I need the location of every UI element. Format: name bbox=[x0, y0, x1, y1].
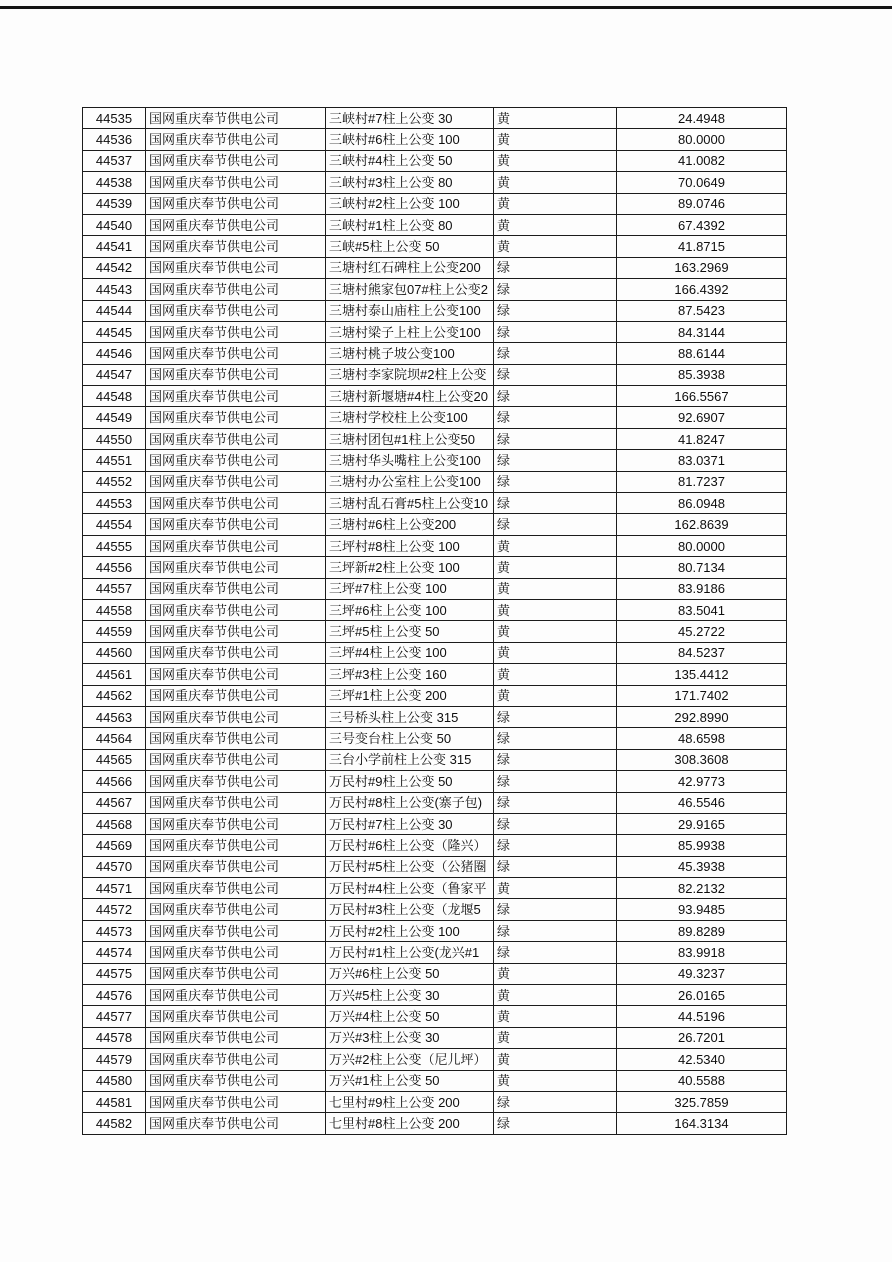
table-row bbox=[83, 1049, 787, 1070]
description-cell: 三峡村#2柱上公变 100 bbox=[326, 193, 494, 214]
value-cell: 325.7859 bbox=[617, 1091, 787, 1112]
row-id-cell: 44557 bbox=[83, 578, 146, 599]
description-cell: 万兴#3柱上公变 30 bbox=[326, 1027, 494, 1048]
company-cell: 国网重庆奉节供电公司 bbox=[146, 471, 326, 492]
table-row bbox=[83, 899, 787, 920]
company-cell: 国网重庆奉节供电公司 bbox=[146, 835, 326, 856]
description-cell: 万民村#6柱上公变（隆兴） bbox=[326, 835, 494, 856]
status-cell: 黄 bbox=[494, 214, 617, 235]
status-cell: 黄 bbox=[494, 535, 617, 556]
description-cell: 万民村#8柱上公变(寨子包) bbox=[326, 792, 494, 813]
company-cell: 国网重庆奉节供电公司 bbox=[146, 728, 326, 749]
value-cell: 80.0000 bbox=[617, 535, 787, 556]
status-cell: 绿 bbox=[494, 279, 617, 300]
company-cell: 国网重庆奉节供电公司 bbox=[146, 1049, 326, 1070]
row-id-cell: 44562 bbox=[83, 685, 146, 706]
table-row bbox=[83, 300, 787, 321]
description-cell: 三峡村#6柱上公变 100 bbox=[326, 129, 494, 150]
description-cell: 七里村#8柱上公变 200 bbox=[326, 1113, 494, 1134]
value-cell: 81.7237 bbox=[617, 471, 787, 492]
table-row bbox=[83, 1091, 787, 1112]
table-row bbox=[83, 172, 787, 193]
description-cell: 万兴#4柱上公变 50 bbox=[326, 1006, 494, 1027]
table-row bbox=[83, 856, 787, 877]
value-cell: 80.0000 bbox=[617, 129, 787, 150]
table-row bbox=[83, 920, 787, 941]
status-cell: 黄 bbox=[494, 236, 617, 257]
status-cell: 黄 bbox=[494, 685, 617, 706]
row-id-cell: 44577 bbox=[83, 1006, 146, 1027]
status-cell: 绿 bbox=[494, 343, 617, 364]
status-cell: 黄 bbox=[494, 150, 617, 171]
description-cell: 三塘村红石碑柱上公变200 bbox=[326, 257, 494, 278]
status-cell: 黄 bbox=[494, 642, 617, 663]
description-cell: 三塘村梁子上柱上公变100 bbox=[326, 321, 494, 342]
value-cell: 88.6144 bbox=[617, 343, 787, 364]
table-row bbox=[83, 642, 787, 663]
status-cell: 绿 bbox=[494, 364, 617, 385]
value-cell: 164.3134 bbox=[617, 1113, 787, 1134]
description-cell: 三坪新#2柱上公变 100 bbox=[326, 557, 494, 578]
company-cell: 国网重庆奉节供电公司 bbox=[146, 129, 326, 150]
table-row bbox=[83, 471, 787, 492]
table-row bbox=[83, 771, 787, 792]
value-cell: 46.5546 bbox=[617, 792, 787, 813]
description-cell: 三峡村#4柱上公变 50 bbox=[326, 150, 494, 171]
value-cell: 93.9485 bbox=[617, 899, 787, 920]
status-cell: 绿 bbox=[494, 920, 617, 941]
company-cell: 国网重庆奉节供电公司 bbox=[146, 1006, 326, 1027]
company-cell: 国网重庆奉节供电公司 bbox=[146, 493, 326, 514]
value-cell: 67.4392 bbox=[617, 214, 787, 235]
company-cell: 国网重庆奉节供电公司 bbox=[146, 771, 326, 792]
status-cell: 黄 bbox=[494, 1070, 617, 1091]
row-id-cell: 44555 bbox=[83, 535, 146, 556]
row-id-cell: 44573 bbox=[83, 920, 146, 941]
table-row bbox=[83, 1027, 787, 1048]
row-id-cell: 44582 bbox=[83, 1113, 146, 1134]
status-cell: 黄 bbox=[494, 985, 617, 1006]
status-cell: 黄 bbox=[494, 878, 617, 899]
row-id-cell: 44580 bbox=[83, 1070, 146, 1091]
company-cell: 国网重庆奉节供电公司 bbox=[146, 599, 326, 620]
description-cell: 万兴#2柱上公变（尼儿坪） bbox=[326, 1049, 494, 1070]
company-cell: 国网重庆奉节供电公司 bbox=[146, 878, 326, 899]
table-row bbox=[83, 257, 787, 278]
row-id-cell: 44539 bbox=[83, 193, 146, 214]
company-cell: 国网重庆奉节供电公司 bbox=[146, 450, 326, 471]
value-cell: 89.8289 bbox=[617, 920, 787, 941]
description-cell: 万民村#7柱上公变 30 bbox=[326, 813, 494, 834]
company-cell: 国网重庆奉节供电公司 bbox=[146, 813, 326, 834]
table-row bbox=[83, 493, 787, 514]
status-cell: 绿 bbox=[494, 428, 617, 449]
status-cell: 绿 bbox=[494, 813, 617, 834]
value-cell: 83.9186 bbox=[617, 578, 787, 599]
value-cell: 49.3237 bbox=[617, 963, 787, 984]
status-cell: 绿 bbox=[494, 300, 617, 321]
company-cell: 国网重庆奉节供电公司 bbox=[146, 706, 326, 727]
value-cell: 82.2132 bbox=[617, 878, 787, 899]
value-cell: 308.3608 bbox=[617, 749, 787, 770]
row-id-cell: 44581 bbox=[83, 1091, 146, 1112]
status-cell: 绿 bbox=[494, 792, 617, 813]
description-cell: 三塘村办公室柱上公变100 bbox=[326, 471, 494, 492]
table-row bbox=[83, 599, 787, 620]
value-cell: 85.9938 bbox=[617, 835, 787, 856]
table-row bbox=[83, 450, 787, 471]
description-cell: 三塘村新堰塘#4柱上公变20 bbox=[326, 386, 494, 407]
status-cell: 黄 bbox=[494, 1049, 617, 1070]
description-cell: 三坪#3柱上公变 160 bbox=[326, 664, 494, 685]
company-cell: 国网重庆奉节供电公司 bbox=[146, 108, 326, 129]
value-cell: 42.5340 bbox=[617, 1049, 787, 1070]
description-cell: 万民村#5柱上公变（公猪圈 bbox=[326, 856, 494, 877]
row-id-cell: 44575 bbox=[83, 963, 146, 984]
description-cell: 万兴#1柱上公变 50 bbox=[326, 1070, 494, 1091]
company-cell: 国网重庆奉节供电公司 bbox=[146, 407, 326, 428]
value-cell: 84.3144 bbox=[617, 321, 787, 342]
value-cell: 135.4412 bbox=[617, 664, 787, 685]
value-cell: 26.0165 bbox=[617, 985, 787, 1006]
table-row bbox=[83, 1113, 787, 1134]
status-cell: 绿 bbox=[494, 942, 617, 963]
table-row bbox=[83, 150, 787, 171]
table-row bbox=[83, 728, 787, 749]
value-cell: 29.9165 bbox=[617, 813, 787, 834]
description-cell: 三塘村华头嘴柱上公变100 bbox=[326, 450, 494, 471]
value-cell: 83.5041 bbox=[617, 599, 787, 620]
table-row bbox=[83, 514, 787, 535]
description-cell: 三峡村#3柱上公变 80 bbox=[326, 172, 494, 193]
value-cell: 83.0371 bbox=[617, 450, 787, 471]
table-row bbox=[83, 193, 787, 214]
company-cell: 国网重庆奉节供电公司 bbox=[146, 1091, 326, 1112]
description-cell: 万民村#4柱上公变（鲁家平 bbox=[326, 878, 494, 899]
company-cell: 国网重庆奉节供电公司 bbox=[146, 792, 326, 813]
table-row bbox=[83, 706, 787, 727]
row-id-cell: 44545 bbox=[83, 321, 146, 342]
status-cell: 绿 bbox=[494, 386, 617, 407]
row-id-cell: 44551 bbox=[83, 450, 146, 471]
row-id-cell: 44553 bbox=[83, 493, 146, 514]
value-cell: 24.4948 bbox=[617, 108, 787, 129]
description-cell: 万民村#1柱上公变(龙兴#1 bbox=[326, 942, 494, 963]
value-cell: 40.5588 bbox=[617, 1070, 787, 1091]
value-cell: 89.0746 bbox=[617, 193, 787, 214]
status-cell: 绿 bbox=[494, 450, 617, 471]
description-cell: 三塘村泰山庙柱上公变100 bbox=[326, 300, 494, 321]
row-id-cell: 44576 bbox=[83, 985, 146, 1006]
row-id-cell: 44579 bbox=[83, 1049, 146, 1070]
value-cell: 292.8990 bbox=[617, 706, 787, 727]
table-row bbox=[83, 1006, 787, 1027]
company-cell: 国网重庆奉节供电公司 bbox=[146, 321, 326, 342]
company-cell: 国网重庆奉节供电公司 bbox=[146, 279, 326, 300]
status-cell: 绿 bbox=[494, 856, 617, 877]
description-cell: 三峡村#1柱上公变 80 bbox=[326, 214, 494, 235]
table-row bbox=[83, 364, 787, 385]
description-cell: 三峡#5柱上公变 50 bbox=[326, 236, 494, 257]
value-cell: 26.7201 bbox=[617, 1027, 787, 1048]
row-id-cell: 44546 bbox=[83, 343, 146, 364]
value-cell: 44.5196 bbox=[617, 1006, 787, 1027]
company-cell: 国网重庆奉节供电公司 bbox=[146, 257, 326, 278]
row-id-cell: 44559 bbox=[83, 621, 146, 642]
status-cell: 绿 bbox=[494, 407, 617, 428]
status-cell: 黄 bbox=[494, 108, 617, 129]
value-cell: 166.4392 bbox=[617, 279, 787, 300]
description-cell: 三塘村#6柱上公变200 bbox=[326, 514, 494, 535]
company-cell: 国网重庆奉节供电公司 bbox=[146, 685, 326, 706]
company-cell: 国网重庆奉节供电公司 bbox=[146, 343, 326, 364]
table-row bbox=[83, 578, 787, 599]
row-id-cell: 44541 bbox=[83, 236, 146, 257]
table-row bbox=[83, 321, 787, 342]
description-cell: 万兴#5柱上公变 30 bbox=[326, 985, 494, 1006]
company-cell: 国网重庆奉节供电公司 bbox=[146, 193, 326, 214]
status-cell: 绿 bbox=[494, 899, 617, 920]
company-cell: 国网重庆奉节供电公司 bbox=[146, 963, 326, 984]
row-id-cell: 44566 bbox=[83, 771, 146, 792]
value-cell: 48.6598 bbox=[617, 728, 787, 749]
row-id-cell: 44552 bbox=[83, 471, 146, 492]
row-id-cell: 44536 bbox=[83, 129, 146, 150]
table-row bbox=[83, 108, 787, 129]
status-cell: 黄 bbox=[494, 172, 617, 193]
status-cell: 黄 bbox=[494, 557, 617, 578]
description-cell: 三塘村乱石膏#5柱上公变10 bbox=[326, 493, 494, 514]
company-cell: 国网重庆奉节供电公司 bbox=[146, 899, 326, 920]
description-cell: 三塘村团包#1柱上公变50 bbox=[326, 428, 494, 449]
table-row bbox=[83, 792, 787, 813]
status-cell: 黄 bbox=[494, 129, 617, 150]
company-cell: 国网重庆奉节供电公司 bbox=[146, 942, 326, 963]
value-cell: 80.7134 bbox=[617, 557, 787, 578]
company-cell: 国网重庆奉节供电公司 bbox=[146, 1070, 326, 1091]
company-cell: 国网重庆奉节供电公司 bbox=[146, 856, 326, 877]
row-id-cell: 44565 bbox=[83, 749, 146, 770]
company-cell: 国网重庆奉节供电公司 bbox=[146, 172, 326, 193]
company-cell: 国网重庆奉节供电公司 bbox=[146, 920, 326, 941]
value-cell: 163.2969 bbox=[617, 257, 787, 278]
description-cell: 三坪#6柱上公变 100 bbox=[326, 599, 494, 620]
value-cell: 45.2722 bbox=[617, 621, 787, 642]
company-cell: 国网重庆奉节供电公司 bbox=[146, 236, 326, 257]
table-row bbox=[83, 749, 787, 770]
description-cell: 三台小学前柱上公变 315 bbox=[326, 749, 494, 770]
row-id-cell: 44571 bbox=[83, 878, 146, 899]
description-cell: 三塘村学校柱上公变100 bbox=[326, 407, 494, 428]
row-id-cell: 44548 bbox=[83, 386, 146, 407]
row-id-cell: 44549 bbox=[83, 407, 146, 428]
description-cell: 七里村#9柱上公变 200 bbox=[326, 1091, 494, 1112]
status-cell: 黄 bbox=[494, 1027, 617, 1048]
description-cell: 三坪#4柱上公变 100 bbox=[326, 642, 494, 663]
row-id-cell: 44572 bbox=[83, 899, 146, 920]
description-cell: 三坪村#8柱上公变 100 bbox=[326, 535, 494, 556]
row-id-cell: 44558 bbox=[83, 599, 146, 620]
table-row bbox=[83, 942, 787, 963]
company-cell: 国网重庆奉节供电公司 bbox=[146, 1027, 326, 1048]
value-cell: 42.9773 bbox=[617, 771, 787, 792]
row-id-cell: 44544 bbox=[83, 300, 146, 321]
description-cell: 三塘村熊家包07#柱上公变2 bbox=[326, 279, 494, 300]
value-cell: 41.8247 bbox=[617, 428, 787, 449]
status-cell: 绿 bbox=[494, 728, 617, 749]
company-cell: 国网重庆奉节供电公司 bbox=[146, 514, 326, 535]
row-id-cell: 44543 bbox=[83, 279, 146, 300]
row-id-cell: 44535 bbox=[83, 108, 146, 129]
table-row bbox=[83, 407, 787, 428]
transformer-data-table bbox=[82, 107, 787, 1135]
table-row bbox=[83, 985, 787, 1006]
status-cell: 黄 bbox=[494, 621, 617, 642]
table-row bbox=[83, 236, 787, 257]
company-cell: 国网重庆奉节供电公司 bbox=[146, 428, 326, 449]
table-row bbox=[83, 878, 787, 899]
status-cell: 绿 bbox=[494, 471, 617, 492]
status-cell: 绿 bbox=[494, 493, 617, 514]
table-row bbox=[83, 279, 787, 300]
status-cell: 绿 bbox=[494, 257, 617, 278]
status-cell: 绿 bbox=[494, 1113, 617, 1134]
company-cell: 国网重庆奉节供电公司 bbox=[146, 150, 326, 171]
value-cell: 41.8715 bbox=[617, 236, 787, 257]
row-id-cell: 44561 bbox=[83, 664, 146, 685]
row-id-cell: 44554 bbox=[83, 514, 146, 535]
row-id-cell: 44564 bbox=[83, 728, 146, 749]
company-cell: 国网重庆奉节供电公司 bbox=[146, 535, 326, 556]
status-cell: 黄 bbox=[494, 963, 617, 984]
row-id-cell: 44550 bbox=[83, 428, 146, 449]
description-cell: 三坪#1柱上公变 200 bbox=[326, 685, 494, 706]
row-id-cell: 44570 bbox=[83, 856, 146, 877]
table-row bbox=[83, 621, 787, 642]
table-row bbox=[83, 386, 787, 407]
table-row bbox=[83, 664, 787, 685]
status-cell: 绿 bbox=[494, 514, 617, 535]
status-cell: 绿 bbox=[494, 706, 617, 727]
status-cell: 黄 bbox=[494, 578, 617, 599]
description-cell: 万民村#9柱上公变 50 bbox=[326, 771, 494, 792]
description-cell: 三号桥头柱上公变 315 bbox=[326, 706, 494, 727]
value-cell: 45.3938 bbox=[617, 856, 787, 877]
value-cell: 162.8639 bbox=[617, 514, 787, 535]
table-row bbox=[83, 835, 787, 856]
table-row bbox=[83, 685, 787, 706]
value-cell: 87.5423 bbox=[617, 300, 787, 321]
status-cell: 黄 bbox=[494, 664, 617, 685]
description-cell: 三坪#5柱上公变 50 bbox=[326, 621, 494, 642]
company-cell: 国网重庆奉节供电公司 bbox=[146, 386, 326, 407]
table-row bbox=[83, 1070, 787, 1091]
row-id-cell: 44568 bbox=[83, 813, 146, 834]
row-id-cell: 44578 bbox=[83, 1027, 146, 1048]
status-cell: 绿 bbox=[494, 835, 617, 856]
table-row bbox=[83, 343, 787, 364]
description-cell: 三塘村桃子坡公变100 bbox=[326, 343, 494, 364]
row-id-cell: 44542 bbox=[83, 257, 146, 278]
company-cell: 国网重庆奉节供电公司 bbox=[146, 985, 326, 1006]
row-id-cell: 44563 bbox=[83, 706, 146, 727]
description-cell: 三坪#7柱上公变 100 bbox=[326, 578, 494, 599]
row-id-cell: 44560 bbox=[83, 642, 146, 663]
status-cell: 绿 bbox=[494, 1091, 617, 1112]
company-cell: 国网重庆奉节供电公司 bbox=[146, 1113, 326, 1134]
table-row bbox=[83, 129, 787, 150]
value-cell: 166.5567 bbox=[617, 386, 787, 407]
table-row bbox=[83, 535, 787, 556]
description-cell: 三号变台柱上公变 50 bbox=[326, 728, 494, 749]
row-id-cell: 44569 bbox=[83, 835, 146, 856]
company-cell: 国网重庆奉节供电公司 bbox=[146, 557, 326, 578]
company-cell: 国网重庆奉节供电公司 bbox=[146, 300, 326, 321]
status-cell: 绿 bbox=[494, 749, 617, 770]
status-cell: 黄 bbox=[494, 1006, 617, 1027]
company-cell: 国网重庆奉节供电公司 bbox=[146, 578, 326, 599]
company-cell: 国网重庆奉节供电公司 bbox=[146, 642, 326, 663]
company-cell: 国网重庆奉节供电公司 bbox=[146, 364, 326, 385]
value-cell: 41.0082 bbox=[617, 150, 787, 171]
value-cell: 85.3938 bbox=[617, 364, 787, 385]
value-cell: 171.7402 bbox=[617, 685, 787, 706]
page-top-rule bbox=[0, 6, 892, 9]
status-cell: 黄 bbox=[494, 193, 617, 214]
description-cell: 三峡村#7柱上公变 30 bbox=[326, 108, 494, 129]
description-cell: 万民村#2柱上公变 100 bbox=[326, 920, 494, 941]
table-body bbox=[83, 108, 787, 1135]
row-id-cell: 44556 bbox=[83, 557, 146, 578]
table-row bbox=[83, 813, 787, 834]
company-cell: 国网重庆奉节供电公司 bbox=[146, 214, 326, 235]
value-cell: 84.5237 bbox=[617, 642, 787, 663]
table-row bbox=[83, 963, 787, 984]
value-cell: 70.0649 bbox=[617, 172, 787, 193]
row-id-cell: 44567 bbox=[83, 792, 146, 813]
table-row bbox=[83, 557, 787, 578]
company-cell: 国网重庆奉节供电公司 bbox=[146, 749, 326, 770]
row-id-cell: 44574 bbox=[83, 942, 146, 963]
description-cell: 万民村#3柱上公变（龙堰5 bbox=[326, 899, 494, 920]
value-cell: 86.0948 bbox=[617, 493, 787, 514]
description-cell: 三塘村李家院坝#2柱上公变 bbox=[326, 364, 494, 385]
value-cell: 92.6907 bbox=[617, 407, 787, 428]
company-cell: 国网重庆奉节供电公司 bbox=[146, 621, 326, 642]
status-cell: 绿 bbox=[494, 321, 617, 342]
status-cell: 绿 bbox=[494, 771, 617, 792]
value-cell: 83.9918 bbox=[617, 942, 787, 963]
company-cell: 国网重庆奉节供电公司 bbox=[146, 664, 326, 685]
row-id-cell: 44540 bbox=[83, 214, 146, 235]
table-row bbox=[83, 214, 787, 235]
row-id-cell: 44537 bbox=[83, 150, 146, 171]
description-cell: 万兴#6柱上公变 50 bbox=[326, 963, 494, 984]
row-id-cell: 44547 bbox=[83, 364, 146, 385]
status-cell: 黄 bbox=[494, 599, 617, 620]
row-id-cell: 44538 bbox=[83, 172, 146, 193]
table-row bbox=[83, 428, 787, 449]
